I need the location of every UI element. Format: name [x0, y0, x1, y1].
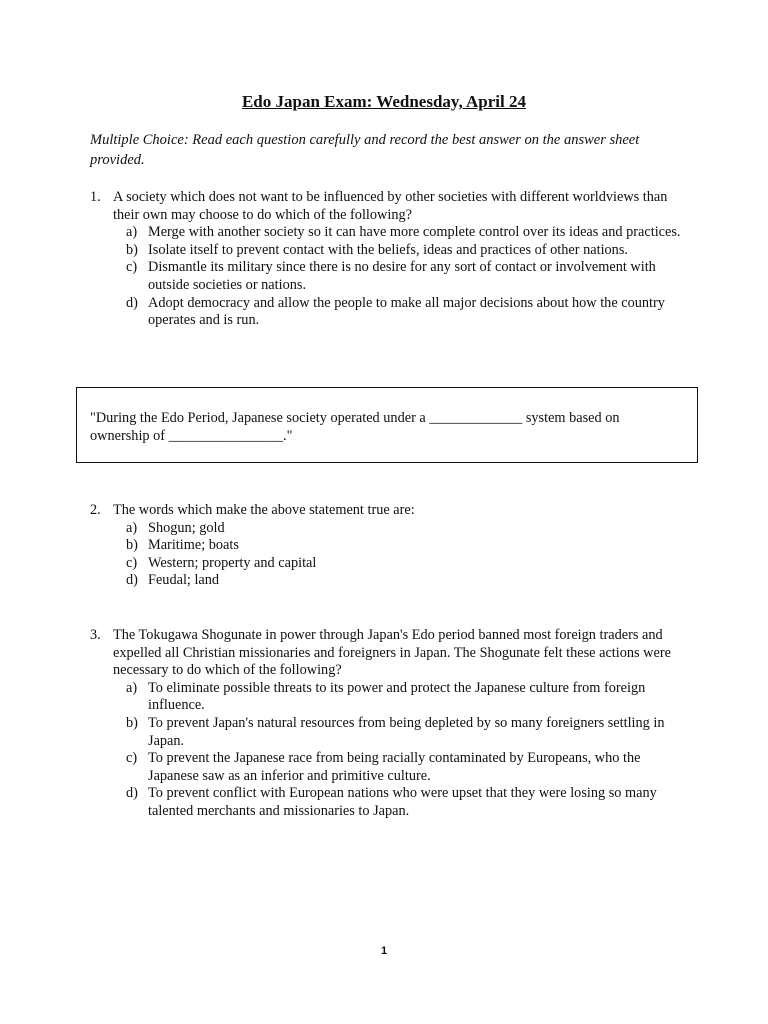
option-b [90, 242, 690, 260]
statement-box [76, 387, 698, 463]
question-stem [90, 189, 690, 224]
option-letter: d) [126, 785, 138, 802]
option-text: Isolate itself to prevent contact with the beliefs, ideas and practices of other nations. [148, 241, 628, 258]
question-text: A society which does not want to be influenced by other societies with different worldviews than their own may choose to do which of the following? [113, 189, 668, 223]
option-letter: c) [126, 554, 138, 571]
option-text: To prevent the Japanese race from being racially contaminated by Europeans, who the Japanese saw as an inferior and primitive culture. [148, 750, 641, 784]
option-letter: d) [126, 572, 138, 589]
option-letter: c) [126, 750, 138, 767]
option-text: Western; property and capital [148, 554, 317, 571]
question-number: 3. [90, 627, 101, 643]
option-text: To prevent conflict with European nations who were upset that they were losing so many talented merchants and missionaries to Japan. [148, 785, 657, 819]
option-text: Maritime; boats [148, 537, 239, 554]
option-letter: d) [126, 294, 138, 311]
option-text: To eliminate possible threats to its power and protect the Japanese culture from foreign influence. [148, 679, 646, 714]
option-letter: a) [126, 224, 138, 241]
option-b [90, 537, 690, 555]
option-letter: c) [126, 259, 138, 276]
option-letter: a) [126, 519, 138, 536]
option-c [90, 259, 690, 294]
page-number: 1 [380, 945, 388, 957]
option-text: Feudal; land [148, 572, 220, 589]
answer-options [90, 224, 690, 330]
option-c [90, 750, 690, 785]
question-number: 2. [90, 502, 101, 518]
option-text: Adopt democracy and allow the people to make all major decisions about how the country operates and is run. [148, 294, 665, 329]
option-d [90, 572, 690, 590]
option-text: To prevent Japan's natural resources from being depleted by so many foreigners settling in Japan. [148, 714, 665, 749]
question-3 [90, 627, 690, 821]
option-text: Dismantle its military since there is no desire for any sort of contact or involvement with outside societies or nations. [148, 259, 656, 293]
option-letter: b) [126, 537, 138, 554]
option-b [90, 715, 690, 750]
option-letter: b) [126, 714, 138, 731]
answer-options [90, 680, 690, 821]
exam-title: Edo Japan Exam: Wednesday, April 24 [241, 92, 527, 111]
option-c [90, 555, 690, 573]
option-a [90, 680, 690, 715]
option-letter: b) [126, 241, 138, 258]
option-d [90, 295, 690, 330]
question-1 [90, 189, 690, 330]
option-text: Merge with another society so it can have more complete control over its ideas and practices. [148, 224, 681, 241]
option-a [90, 224, 690, 242]
option-d [90, 785, 690, 820]
instructions: Multiple Choice: Read each question carefully and record the best answer on the answer sheet provided. [90, 132, 640, 168]
question-stem [90, 627, 690, 680]
question-stem [90, 502, 690, 520]
question-number: 1. [90, 189, 101, 205]
option-a [90, 520, 690, 538]
question-text: The words which make the above statement true are: [113, 502, 415, 518]
statement-text: "During the Edo Period, Japanese society operated under a _____________ system based on ownership of ________________." [90, 410, 620, 444]
answer-options [90, 520, 690, 590]
option-letter: a) [126, 679, 138, 696]
question-text: The Tokugawa Shogunate in power through Japan's Edo period banned most foreign traders and expelled all Christian missionaries and foreigners in Japan. The Shogunate felt these actions were necessary to do which of the following? [113, 627, 671, 679]
option-text: Shogun; gold [148, 519, 225, 536]
question-2 [90, 502, 690, 590]
